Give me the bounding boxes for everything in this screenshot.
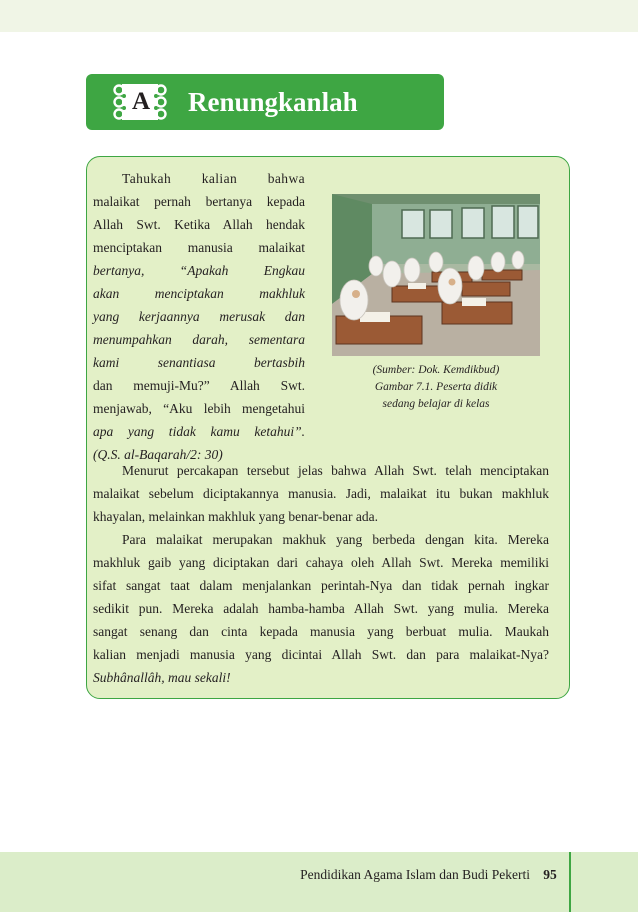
quote-line: Allah Swt. Ketika Allah hendak <box>93 217 305 232</box>
quote-line: dan memuji-Mu?” Allah Swt. <box>93 378 305 393</box>
body-line: malaikat sebelum diciptakannya manusia. Jadi, malaikat itu bukan makhluk <box>93 486 549 501</box>
body-line: Subhânallâh, mau sekali! <box>93 670 231 685</box>
section-letter: A <box>131 88 151 115</box>
body-line: Para malaikat merupakan makhuk yang berbeda dengan kita. Mereka <box>122 532 549 547</box>
body-line: khayalan, melainkan makhluk yang benar-benar ada. <box>93 509 378 524</box>
quote-line: akan menciptakan makhluk <box>93 286 305 301</box>
figure-source: (Sumber: Dok. Kemdikbud) <box>372 364 500 376</box>
body-line: sifat sangat taat dalam menjalankan perintah-Nya dan tidak pernah ingkar <box>93 578 549 593</box>
quote-line: Tahukah kalian bahwa <box>122 171 305 186</box>
figure-caption: Gambar 7.1. Peserta didik <box>374 381 498 393</box>
quote-line: bertanya, “Apakah Engkau <box>93 263 305 278</box>
footer-divider <box>569 852 571 912</box>
quote-line: menjawab, “Aku lebih mengetahui <box>93 401 305 416</box>
body-line: Menurut percakapan tersebut jelas bahwa Allah Swt. telah menciptakan <box>122 463 549 478</box>
body-line: kalian menjadi manusia yang dicintai Allah Swt. dan para malaikat-Nya? <box>93 647 549 662</box>
page-number: 95 <box>543 867 557 882</box>
body-line: sangat senang dan cinta kepada manusia yang berbuat mulia. Maukah <box>93 624 549 639</box>
footer-book-title: Pendidikan Agama Islam dan Budi Pekerti <box>300 867 530 882</box>
quote-line: kami senantiasa bertasbih <box>93 355 305 370</box>
section-title: Renungkanlah <box>188 87 358 117</box>
quote-line: menumpahkan darah, sementara <box>93 332 305 347</box>
quote-line: apa yang tidak kamu ketahui”. <box>93 424 305 439</box>
quote-line: malaikat pernah bertanya kepada <box>93 194 305 209</box>
quote-line: yang kerjaannya merusak dan <box>93 309 305 324</box>
top-band <box>0 0 638 32</box>
quote-line: menciptakan manusia malaikat <box>93 240 305 255</box>
figure-caption: sedang belajar di kelas <box>382 398 490 410</box>
body-line: makhluk gaib yang diciptakan dari cahaya oleh Allah Swt. Mereka memiliki <box>93 555 549 570</box>
classroom-photo <box>332 194 540 356</box>
body-line: sedikit pun. Mereka adalah hamba-hamba Allah Swt. yang mulia. Mereka <box>93 601 549 616</box>
quote-line: (Q.S. al-Baqarah/2: 30) <box>93 447 223 462</box>
